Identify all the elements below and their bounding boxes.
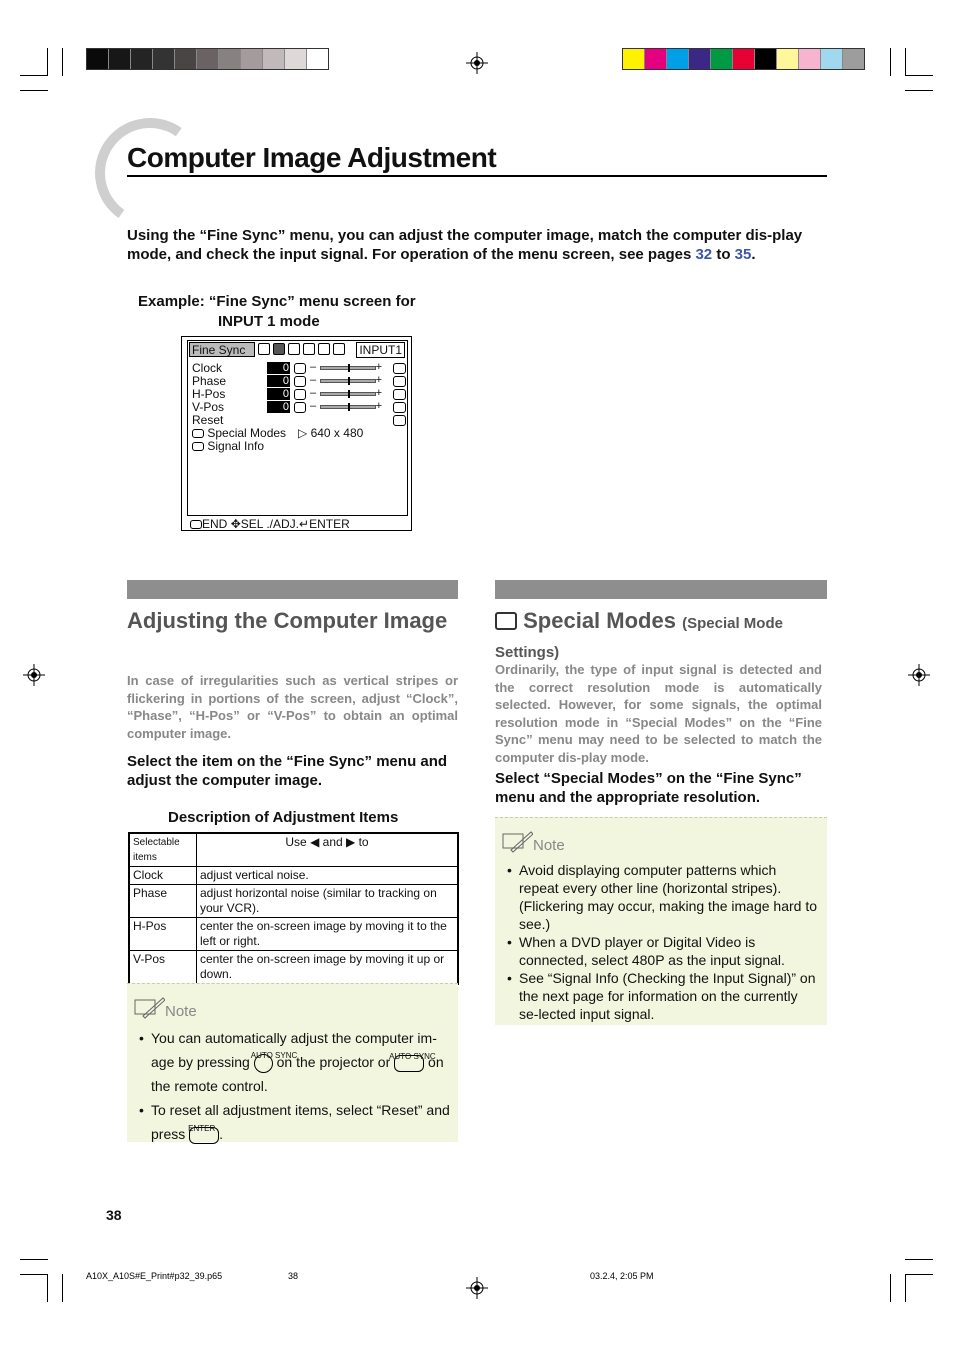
- note-box-right: [495, 817, 827, 1025]
- table-cell-desc: center the on-screen image by moving it to the left or right.: [197, 918, 459, 951]
- menu-row-value: 0: [267, 362, 290, 374]
- menu-slider: [310, 375, 382, 387]
- section-heading-special-modes: [495, 608, 827, 666]
- table-cell-desc: adjust vertical noise.: [197, 867, 459, 885]
- menu-row-label: V-Pos: [192, 400, 225, 414]
- menu-row-label: Phase: [192, 374, 227, 388]
- crop-mark: [905, 90, 933, 91]
- table-cell-item: Clock: [129, 867, 197, 885]
- special-modes-title: Special Modes: [523, 608, 676, 633]
- header-and-text: and: [322, 835, 343, 849]
- crop-mark: [47, 48, 48, 76]
- header-to-text: to: [358, 835, 369, 849]
- note-item: • Avoid displaying computer patterns which repeat every other line (horizontal stripes). (Flickering may occur, making the image hard to see.): [507, 861, 817, 933]
- picture-menu-icon: [258, 343, 270, 355]
- table-header-row: [129, 833, 458, 867]
- crop-mark: [890, 1274, 891, 1302]
- color-swatch: [197, 49, 219, 69]
- crop-mark: [905, 1259, 933, 1260]
- color-swatch: [843, 49, 864, 69]
- registration-mark-icon: [466, 52, 488, 74]
- menu-row-label: H-Pos: [192, 387, 226, 401]
- table-title: Description of Adjustment Items: [168, 809, 399, 826]
- footer-date: 03.2.4, 2:05 PM: [590, 1271, 654, 1281]
- minus-sign: –: [310, 387, 317, 399]
- signal-info-label: Signal Info: [207, 439, 265, 453]
- crop-mark: [905, 75, 933, 76]
- note-list-right: [507, 861, 817, 1023]
- table-row: [129, 885, 458, 918]
- h-pos-icon: [294, 389, 306, 400]
- special-modes-label: Special Modes: [207, 426, 287, 440]
- slider-thumb: [348, 364, 350, 372]
- enter-button-icon: [188, 1123, 219, 1144]
- crop-mark: [20, 75, 48, 76]
- intro-text-middle: to: [712, 246, 735, 263]
- table-row: [129, 951, 458, 985]
- page-link-32[interactable]: 32: [695, 246, 713, 263]
- color-swatch: [109, 49, 131, 69]
- grayscale-swatch-bar: [86, 48, 329, 70]
- intro-text: Using the “Fine Sync” menu, you can adjust the computer image, match the computer dis-play mode, and check the input signal. For operation of the menu screen, see pages: [127, 227, 803, 263]
- color-swatch: [153, 49, 175, 69]
- fine-sync-menu-screen: [181, 336, 412, 531]
- menu-row-label: Clock: [192, 361, 223, 375]
- slider-thumb: [348, 403, 350, 411]
- signal-info-icon: [192, 442, 204, 451]
- pencil-note-icon: [133, 996, 165, 1020]
- page-link-35[interactable]: 35: [734, 246, 752, 263]
- note-label: Note: [165, 1003, 197, 1020]
- adjustment-items-table: [128, 832, 459, 985]
- example-line-2: INPUT 1 mode: [218, 313, 320, 330]
- menu-tab-fine-sync: Fine Sync: [189, 342, 255, 357]
- example-line-1: Example: “Fine Sync” menu screen for: [138, 293, 416, 310]
- footer-enter: ENTER: [309, 517, 350, 531]
- clock-icon: [294, 363, 306, 374]
- menu-button-icon: [190, 520, 202, 529]
- table-row: [129, 918, 458, 951]
- adjusting-instruction: Select the item on the “Fine Sync” menu and adjust the computer image.: [127, 753, 448, 789]
- table-header-use: [197, 833, 459, 867]
- fine-sync-menu-icon: [273, 343, 285, 355]
- color-swatch: [755, 49, 777, 69]
- menu-row-special-value: [298, 427, 363, 440]
- intro-paragraph: [127, 226, 827, 264]
- menu-row-value: 0: [267, 401, 290, 413]
- minus-sign: –: [310, 400, 317, 412]
- color-swatch: [733, 49, 755, 69]
- cross-arrows-icon: ✥: [230, 517, 241, 531]
- special-modes-description: Ordinarily, the type of input signal is detected and the correct resolution mode is automatically selected. However, for some signals, the optimal resolution mode in “Special Modes” on the “Fine Sync” menu may need to be selected to match the computer dis-play mode.: [495, 662, 822, 765]
- color-swatch: [175, 49, 197, 69]
- table-cell-desc: center the on-screen image by moving it up or down.: [197, 951, 459, 985]
- crop-mark: [890, 48, 891, 76]
- plus-sign: +: [375, 361, 382, 373]
- slider-thumb: [348, 390, 350, 398]
- adjusting-description: In case of irregularities such as vertical stripes or flickering in portions of the screen, adjust “Clock”, “Phase”, “H-Pos” or “V-Pos” to obtain an optimal computer image.: [127, 673, 458, 741]
- color-swatch: [689, 49, 711, 69]
- color-swatch: [263, 49, 285, 69]
- title-rule: [127, 175, 827, 177]
- table-header-items: Selectable items: [129, 833, 197, 867]
- section-heading-adjusting: Adjusting the Computer Image: [127, 608, 448, 633]
- table-cell-item: V-Pos: [129, 951, 197, 985]
- note2-text: To reset all adjustment items, select “Reset” and press: [151, 1102, 450, 1142]
- auto-sync-remote-button-icon: [389, 1051, 436, 1072]
- example-caption: [138, 292, 416, 332]
- crop-mark: [20, 90, 48, 91]
- color-swatch: [821, 49, 843, 69]
- note1-text-c: on the remote control.: [151, 1054, 444, 1094]
- minus-sign: –: [310, 361, 317, 373]
- menu-row-signal-info: [192, 440, 264, 453]
- note1-text-a: You can automatically adjust the computer im-age by pressing: [151, 1030, 437, 1070]
- footer-end: END: [202, 517, 228, 531]
- color-swatch: [623, 49, 645, 69]
- note-item: • See “Signal Info (Checking the Input Signal)” on the next page for information on the currently se-lected input signal.: [507, 969, 817, 1023]
- color-swatch: [131, 49, 153, 69]
- auto-sync-projector-button-icon: [250, 1050, 298, 1073]
- table-row: [129, 867, 458, 885]
- color-swatch: [777, 49, 799, 69]
- special-modes-value: 640 x 480: [310, 426, 364, 440]
- menu-panel: [187, 340, 408, 516]
- crop-mark: [905, 48, 906, 76]
- minus-sign: –: [310, 374, 317, 386]
- note-item: [139, 1026, 451, 1098]
- menu-row-reset: Reset: [192, 413, 224, 427]
- menu-row-value: 0: [267, 375, 290, 387]
- plus-sign: +: [375, 387, 382, 399]
- color-swatch: [711, 49, 733, 69]
- registration-mark-icon: [23, 664, 45, 686]
- note-item: [139, 1098, 451, 1146]
- color-swatch: [87, 49, 109, 69]
- triangle-right-icon: ▶: [346, 835, 356, 849]
- color-swatch: [307, 49, 328, 69]
- auto-sync-label: AUTO SYNC: [250, 1050, 298, 1060]
- crop-mark: [62, 48, 63, 76]
- triangle-right-icon: ▷: [298, 426, 308, 440]
- table-cell-desc: adjust horizontal noise (similar to tracking on your VCR).: [197, 885, 459, 918]
- special-modes-icon: [192, 429, 204, 438]
- note2-end: .: [219, 1126, 224, 1142]
- table-cell-item: Phase: [129, 885, 197, 918]
- note-box-left: [127, 983, 458, 1142]
- slider-thumb: [348, 377, 350, 385]
- note-label: Note: [533, 837, 565, 854]
- registration-mark-icon: [466, 1277, 488, 1299]
- intro-text-end: .: [751, 246, 756, 263]
- phase-icon: [393, 376, 406, 387]
- enter-arrow-icon: ↵: [299, 517, 310, 531]
- language-menu-icon: [318, 343, 330, 355]
- color-swatch: [219, 49, 241, 69]
- crop-mark: [20, 1274, 48, 1275]
- registration-mark-icon: [908, 664, 930, 686]
- footer-filename: A10X_A10S#E_Print#p32_39.p65: [86, 1271, 223, 1281]
- color-swatch: [285, 49, 307, 69]
- menu-slider: [310, 362, 382, 374]
- note-list-left: [139, 1026, 451, 1146]
- menu-row-value: 0: [267, 388, 290, 400]
- crop-mark: [20, 1259, 48, 1260]
- color-swatch-bar: [622, 48, 865, 70]
- color-swatch: [799, 49, 821, 69]
- crop-mark: [47, 1274, 48, 1302]
- v-pos-icon: [294, 402, 306, 413]
- table-cell-item: H-Pos: [129, 918, 197, 951]
- audio-menu-icon: [288, 343, 300, 355]
- crop-mark: [62, 1274, 63, 1302]
- header-use-text: Use: [285, 835, 307, 849]
- enter-label: ENTER: [188, 1123, 216, 1133]
- phase-icon: [294, 376, 306, 387]
- options-menu-icon: [303, 343, 315, 355]
- note1-text-b: on the projector or: [276, 1054, 391, 1070]
- footer-page: 38: [288, 1271, 299, 1281]
- menu-slider: [310, 401, 382, 413]
- crop-mark: [905, 1274, 933, 1275]
- note-item: • When a DVD player or Digital Video is connected, select 480P as the input signal.: [507, 933, 817, 969]
- triangle-left-icon: ◀: [310, 835, 320, 849]
- auto-sync-label: AUTO SYNC: [389, 1051, 436, 1061]
- special-modes-subtitle: (Special Mode Settings): [495, 615, 783, 661]
- color-swatch: [667, 49, 689, 69]
- page-title: Computer Image Adjustment: [127, 142, 497, 173]
- v-pos-icon: [393, 402, 406, 413]
- setup-menu-icon: [333, 343, 345, 355]
- color-swatch: [241, 49, 263, 69]
- page-number: 38: [106, 1207, 122, 1223]
- special-modes-icon: [495, 612, 517, 630]
- special-modes-instruction: Select “Special Modes” on the “Fine Sync” menu and the appropriate resolution.: [495, 770, 802, 806]
- menu-input-indicator: INPUT1: [356, 342, 405, 358]
- footer-sel: SEL ./ADJ.: [240, 517, 299, 531]
- menu-slider: [310, 388, 382, 400]
- crop-mark: [905, 1274, 906, 1302]
- pencil-note-icon: [501, 830, 533, 854]
- h-pos-icon: [393, 389, 406, 400]
- section-bar-right: [495, 580, 827, 599]
- plus-sign: +: [375, 400, 382, 412]
- menu-footer: [190, 518, 350, 531]
- reset-icon: [393, 415, 406, 426]
- clock-icon: [393, 363, 406, 374]
- menu-icon-strip: [258, 343, 345, 355]
- color-swatch: [645, 49, 667, 69]
- section-bar-left: [127, 580, 458, 599]
- plus-sign: +: [375, 374, 382, 386]
